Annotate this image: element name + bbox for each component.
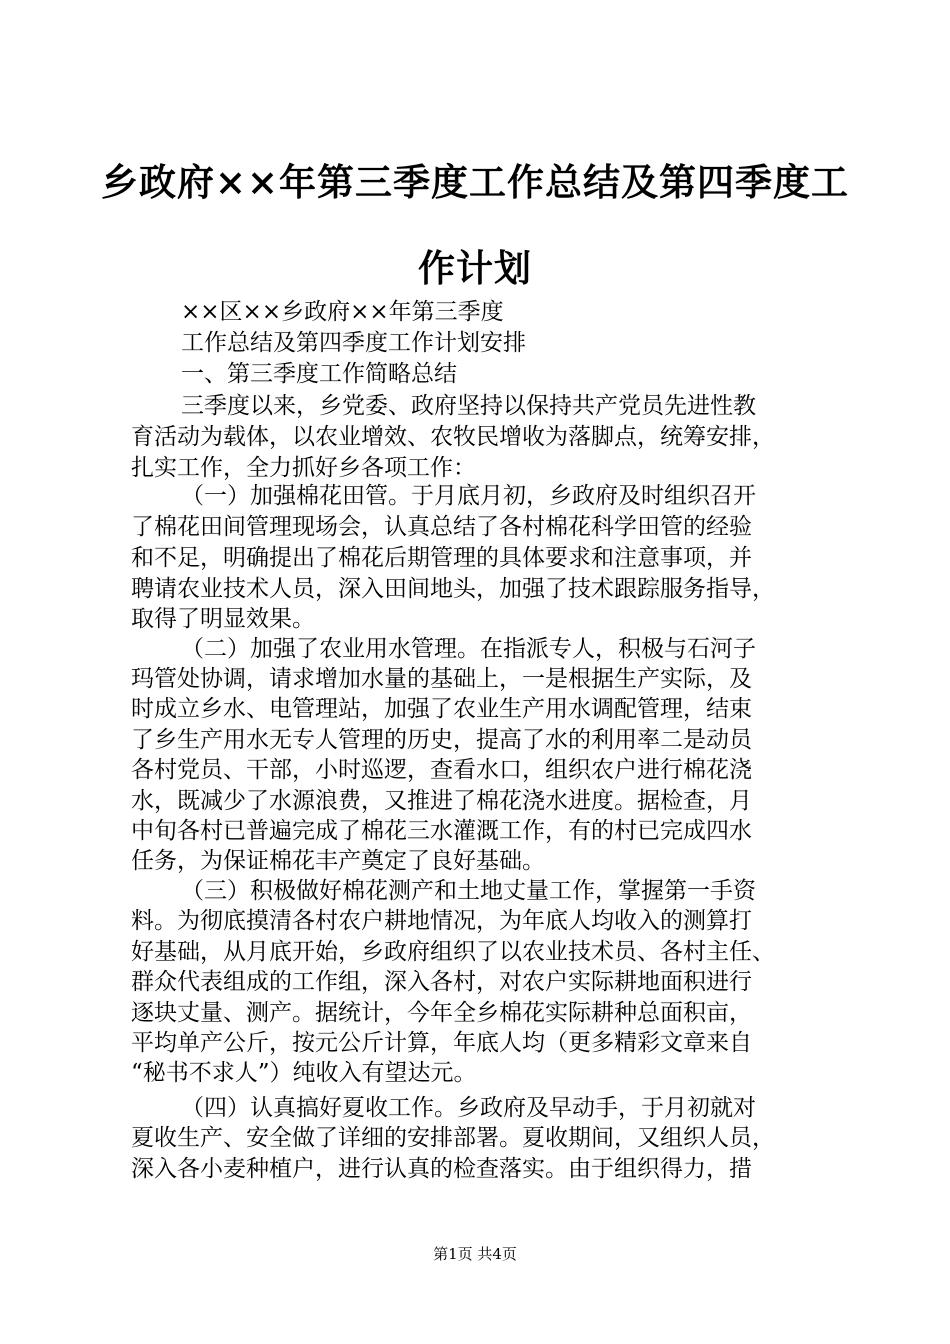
text-line: 和不足，明确提出了棉花后期管理的具体要求和注意事项，并 xyxy=(131,545,752,571)
text-line: 逐块丈量、测产。据统计，今年全乡棉花实际耕种总面积亩， xyxy=(131,1000,752,1026)
text-line: （四）认真搞好夏收工作。乡政府及早动手，于月初就对 xyxy=(181,1095,756,1121)
text-line: 深入各小麦种植户，进行认真的检查落实。由于组织得力，措 xyxy=(131,1156,752,1182)
text-line: 育活动为载体，以农业增效、农牧民增收为落脚点，统筹安排， xyxy=(131,424,775,450)
subtitle-line-1: ××区××乡政府××年第三季度 xyxy=(181,299,504,325)
text-line: 夏收生产、安全做了详细的安排部署。夏收期间，又组织人员， xyxy=(131,1125,775,1151)
text-line: 三季度以来，乡党委、政府坚持以保持共产党员先进性教 xyxy=(181,393,756,419)
page-footer: 第1页 共4页 xyxy=(433,1245,517,1263)
document-title-line-1: 乡政府××年第三季度工作总结及第四季度工 xyxy=(100,160,849,204)
text-line: （一）加强棉花田管。于月底月初，乡政府及时组织召开 xyxy=(181,483,756,509)
text-line: 群众代表组成的工作组，深入各村，对农户实际耕地面积进行 xyxy=(131,969,752,995)
text-line: 好基础，从月底开始，乡政府组织了以农业技术员、各村主任、 xyxy=(131,939,775,965)
text-line: “秘书不求人”）纯收入有望达元。 xyxy=(131,1060,477,1086)
text-line: 时成立乡水、电管理站，加强了农业生产用水调配管理，结束 xyxy=(131,696,752,722)
document-title-line-2: 作计划 xyxy=(418,246,532,290)
text-line: 取得了明显效果。 xyxy=(131,606,315,632)
text-line: 了乡生产用水无专人管理的历史，提高了水的利用率二是动员 xyxy=(131,727,752,753)
text-line: 各村党员、干部，小时巡逻，查看水口，组织农户进行棉花浇 xyxy=(131,757,752,783)
text-line: 任务，为保证棉花丰产奠定了良好基础。 xyxy=(131,848,545,874)
text-line: 了棉花田间管理现场会，认真总结了各村棉花科学田管的经验 xyxy=(131,514,752,540)
text-line: （二）加强了农业用水管理。在指派专人，积极与石河子 xyxy=(181,636,756,662)
text-line: （三）积极做好棉花测产和土地丈量工作，掌握第一手资 xyxy=(181,878,756,904)
text-line: 扎实工作，全力抓好乡各项工作： xyxy=(131,455,476,481)
text-line: 料。为彻底摸清各村农户耕地情况，为年底人均收入的测算打 xyxy=(131,908,752,934)
text-line: 聘请农业技术人员，深入田间地头，加强了技术跟踪服务指导， xyxy=(131,576,775,602)
subtitle-line-2: 工作总结及第四季度工作计划安排 xyxy=(181,330,526,356)
section-heading: 一、第三季度工作简略总结 xyxy=(181,361,457,387)
text-line: 平均单产公斤，按元公斤计算，年底人均（更多精彩文章来自 xyxy=(131,1030,752,1056)
text-line: 中旬各村已普遍完成了棉花三水灌溉工作，有的村已完成四水 xyxy=(131,818,752,844)
text-line: 玛管处协调，请求增加水量的基础上，一是根据生产实际，及 xyxy=(131,666,752,692)
text-line: 水，既减少了水源浪费，又推进了棉花浇水进度。据检查，月 xyxy=(131,788,752,814)
